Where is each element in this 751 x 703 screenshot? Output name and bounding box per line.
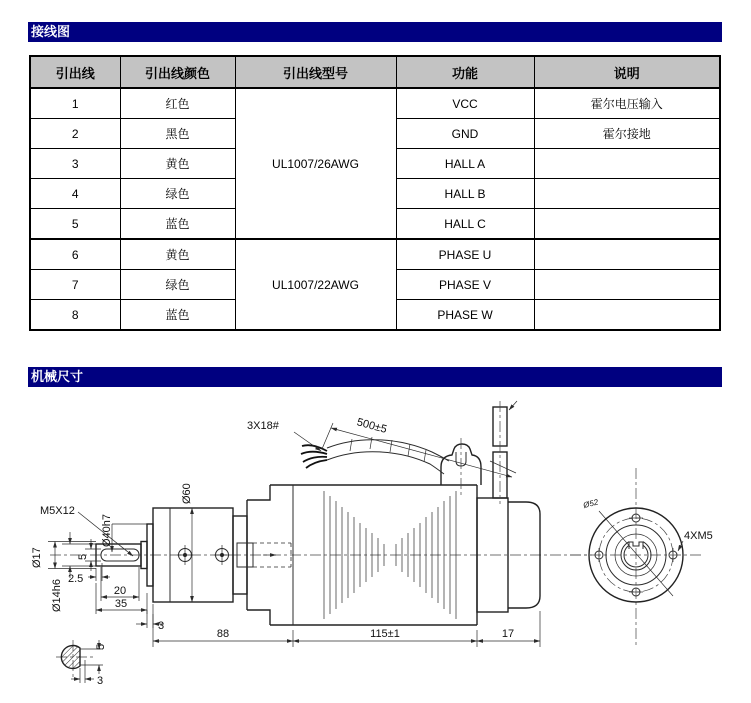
dim-label-tap: M5X12 xyxy=(40,505,75,517)
table-row xyxy=(30,88,720,119)
cell-function: VCC xyxy=(396,88,534,119)
cell-function: HALL A xyxy=(396,149,534,179)
cell-model-group1: UL1007/26AWG xyxy=(235,88,396,239)
dim-label-d40h7: Ø40h7 xyxy=(101,513,113,547)
table-row xyxy=(30,239,720,270)
cell-function: PHASE V xyxy=(396,270,534,300)
cell-no: 7 xyxy=(30,270,120,300)
dim-label-bolt-holes: 4XM5 xyxy=(684,530,713,542)
wiring-table-head xyxy=(30,56,720,88)
cell-color: 红色 xyxy=(120,88,235,119)
dim-label-shaft-length: 35 xyxy=(114,598,128,610)
dim-label-d60: Ø60 xyxy=(181,483,193,504)
dim-label-boss: 3 xyxy=(158,620,165,632)
side-view xyxy=(50,401,592,625)
mechanical-drawing xyxy=(0,395,751,703)
cell-model-group2: UL1007/22AWG xyxy=(235,239,396,330)
cell-no: 2 xyxy=(30,119,120,149)
cell-no: 4 xyxy=(30,179,120,209)
cell-description: 霍尔接地 xyxy=(534,119,720,149)
dim-label-flat-depth: 3 xyxy=(97,675,104,687)
dim-label-slot-length: 20 xyxy=(113,585,127,597)
dim-label-cable-length: 500±5 xyxy=(355,416,389,436)
cell-function: HALL B xyxy=(396,179,534,209)
dim-label-d17: Ø17 xyxy=(31,547,43,568)
dim-label-d14h6: Ø14h6 xyxy=(51,578,63,612)
end-view xyxy=(570,468,713,646)
cell-description: 霍尔电压输入 xyxy=(534,88,720,119)
side-view-dimensions xyxy=(31,416,540,647)
cell-description xyxy=(534,209,720,240)
dim-label-front-length: 88 xyxy=(216,628,230,640)
cell-description xyxy=(534,270,720,300)
dim-label-edge: 2.5 xyxy=(68,573,84,585)
shaft-section-view xyxy=(56,640,107,687)
col-header-description: 说明 xyxy=(534,56,720,88)
dim-label-wire-spec: 3X18# xyxy=(247,420,279,432)
cell-color: 黄色 xyxy=(120,239,235,270)
cell-description xyxy=(534,149,720,179)
col-header-model: 引出线型号 xyxy=(235,56,396,88)
cell-color: 黄色 xyxy=(120,149,235,179)
cell-no: 1 xyxy=(30,88,120,119)
cell-description xyxy=(534,239,720,270)
cell-no: 6 xyxy=(30,239,120,270)
cell-function: PHASE U xyxy=(396,239,534,270)
dim-label-slot-width: 5 xyxy=(77,553,89,560)
wiring-table xyxy=(29,55,721,331)
cell-color: 蓝色 xyxy=(120,300,235,331)
dim-label-flat-width: 5 xyxy=(95,643,107,650)
cell-color: 绿色 xyxy=(120,179,235,209)
cell-no: 3 xyxy=(30,149,120,179)
cell-color: 绿色 xyxy=(120,270,235,300)
cell-color: 蓝色 xyxy=(120,209,235,240)
dim-label-cap-length: 17 xyxy=(501,628,515,640)
header-row xyxy=(30,56,720,88)
cell-description xyxy=(534,300,720,331)
section-header-mechanical xyxy=(28,367,722,387)
dim-label-body-length: 115±1 xyxy=(370,628,400,640)
section-title-mechanical: 机械尺寸 xyxy=(31,369,84,384)
col-header-lead: 引出线 xyxy=(30,56,120,88)
cell-no: 8 xyxy=(30,300,120,331)
cell-no: 5 xyxy=(30,209,120,240)
cell-color: 黑色 xyxy=(120,119,235,149)
cell-function: PHASE W xyxy=(396,300,534,331)
section-header-wiring xyxy=(28,22,722,42)
col-header-function: 功能 xyxy=(396,56,534,88)
cell-description xyxy=(534,179,720,209)
col-header-color: 引出线颜色 xyxy=(120,56,235,88)
dim-label-bolt-circle: Ø52 xyxy=(582,497,600,510)
cell-function: HALL C xyxy=(396,209,534,240)
cell-function: GND xyxy=(396,119,534,149)
section-title-wiring: 接线图 xyxy=(31,24,71,39)
